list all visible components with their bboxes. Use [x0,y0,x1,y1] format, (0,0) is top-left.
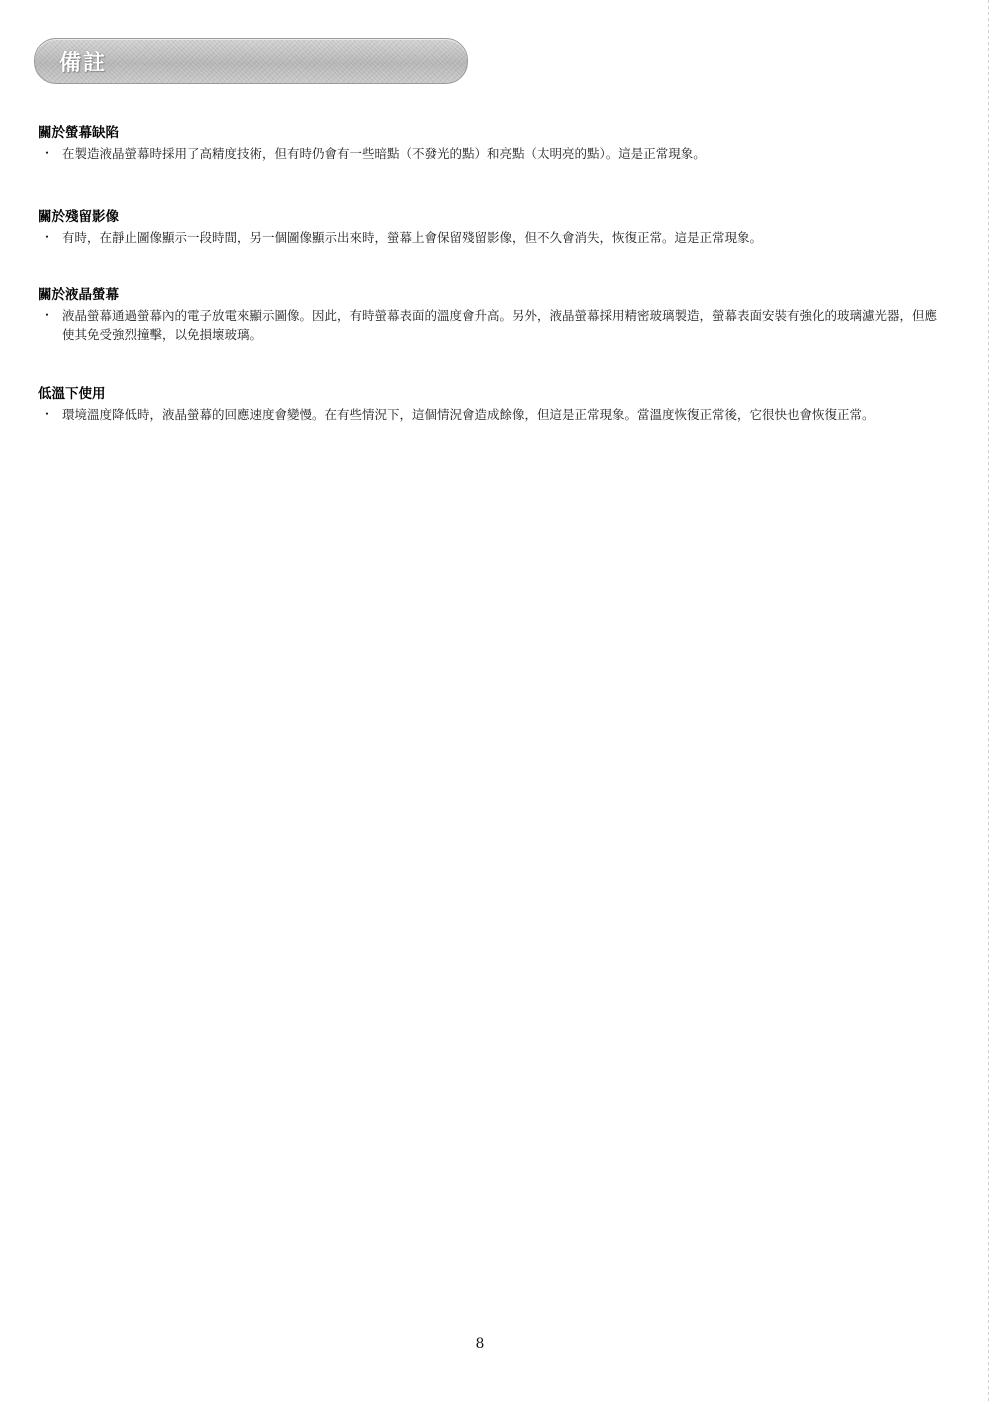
section-heading: 關於液晶螢幕 [38,287,119,303]
bullet-icon: ・ [41,407,54,421]
list-item [38,306,938,344]
section-screen-defects [38,124,938,163]
bullet-icon: ・ [41,230,54,244]
bullet-text: 在製造液晶螢幕時採用了高精度技術，但有時仍會有一些暗點（不發光的點）和亮點（太明亮的點）。這是正常現象。 [62,146,706,161]
section-lcd-screen [38,286,938,344]
bullet-icon: ・ [41,308,54,322]
section-low-temperature [38,385,938,424]
list-item [38,405,938,424]
section-residual-image [38,208,938,247]
page-title: 備註 [59,51,108,76]
bullet-icon: ・ [41,146,54,160]
list-item [38,228,938,247]
page-header-tab [34,38,468,84]
bullet-text: 環境溫度降低時，液晶螢幕的回應速度會變慢。在有些情況下，這個情況會造成餘像，但這是正常現象。當溫度恢復正常後，它很快也會恢復正常。 [62,407,875,422]
bullet-text: 液晶螢幕通過螢幕內的電子放電來顯示圖像。因此，有時螢幕表面的溫度會升高。另外，液晶螢幕採用精密玻璃製造，螢幕表面安裝有強化的玻璃濾光器，但應使其免受強烈撞擊，以免損壞玻璃。 [62,308,938,342]
list-item [38,144,938,163]
bullet-text: 有時，在靜止圖像顯示一段時間，另一個圖像顯示出來時，螢幕上會保留殘留影像，但不久會消失，恢復正常。這是正常現象。 [62,230,763,245]
page-edge-divider [988,0,989,1404]
section-heading: 低溫下使用 [38,386,106,402]
section-heading: 關於殘留影像 [38,209,119,225]
section-heading: 關於螢幕缺陷 [38,125,119,141]
page-number: 8 [475,1336,485,1352]
